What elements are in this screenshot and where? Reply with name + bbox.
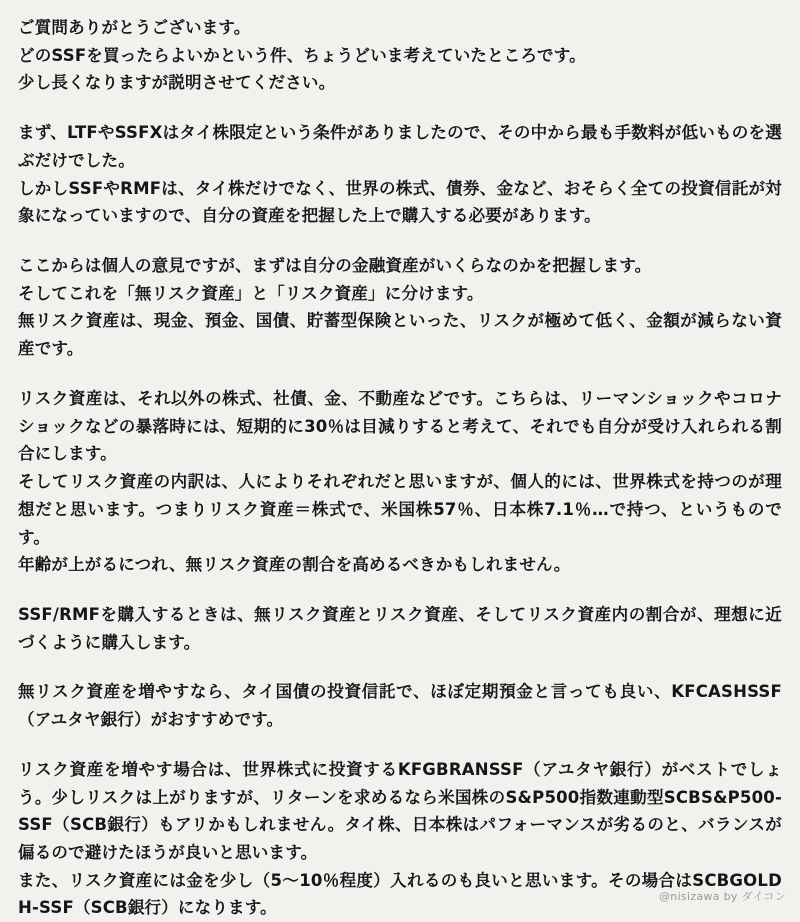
text-line: まず、LTFやSSFXはタイ株限定という条件がありましたので、その中から最も手数料が低いものを選ぶだけでした。 — [18, 123, 782, 170]
paragraph-ltf-ssfx — [18, 119, 782, 230]
text-line: そしてリスク資産の内訳は、人によりそれぞれだと思いますが、個人的には、世界株式を持つのが理想だと思います。つまりリスク資産＝株式で、米国株57％、日本株7.1％…で持つ、というものです。 — [18, 472, 782, 547]
text-line: ここからは個人の意見ですが、まずは自分の金融資産がいくらなのかを把握します。 — [18, 256, 652, 276]
text-line: 無リスク資産は、現金、預金、国債、貯蓄型保険といった、リスクが極めて低く、金額が減らない資産です。 — [18, 311, 782, 359]
text-line: リスク資産は、それ以外の株式、社債、金、不動産などです。こちらは、リーマンショックやコロナショックなどの暴落時には、短期的に30％は目減りすると考えて、それでも自分が受け入れられる割合にします。 — [18, 388, 782, 464]
paragraph-asset-split — [18, 252, 782, 363]
text-line: そしてこれを「無リスク資産」と「リスク資産」に分けます。 — [18, 283, 484, 303]
credit-watermark: @nisizawa by ダイコン — [659, 890, 786, 903]
paragraph-purchase-rule — [18, 601, 782, 656]
text-line: しかしSSFやRMFは、タイ株だけでなく、世界の株式、債券、金など、おそらく全ての投資信託が対象になっていますので、自分の資産を把握した上で購入する必要があります。 — [18, 178, 782, 226]
paragraph-risk-assets — [18, 385, 782, 579]
text-line: ご質問ありがとうございます。 — [18, 18, 251, 37]
text-line: どのSSFを買ったらよいかという件、ちょうどいま考えていたところです。 — [18, 45, 586, 65]
text-line: また、リスク資産には金を少し（5〜10％程度）入れるのも良いと思います。その場合はSCBGOLDH-SSF（SCB銀行）になります。 — [18, 870, 782, 918]
paragraph-intro — [18, 14, 782, 97]
text-line: 年齢が上がるにつれ、無リスク資産の割合を高めるべきかもしれません。 — [18, 555, 571, 575]
text-line: 無リスク資産を増やすなら、タイ国債の投資信託で、ほぼ定期預金と言っても良い、KFCASHSSF（アユタヤ銀行）がおすすめです。 — [18, 682, 782, 730]
paragraph-safe-asset-fund — [18, 678, 782, 733]
text-line: SSF/RMFを購入するときは、無リスク資産とリスク資産、そしてリスク資産内の割合が、理想に近づくように購入します。 — [18, 604, 782, 652]
text-line: 少し長くなりますが説明させてください。 — [18, 73, 336, 93]
text-line: リスク資産を増やす場合は、世界株式に投資するKFGBRANSSF（アユタヤ銀行）がベストでしょう。少しリスクは上がりますが、リターンを求めるなら米国株のS&P500指数連動型SCBS&P500-SSF（SCB銀行）もアリかもしれません。タイ株、日本株はパフォーマンスが劣るのと、バランスが偏るので避けたほうが良いと思います。 — [18, 759, 782, 862]
